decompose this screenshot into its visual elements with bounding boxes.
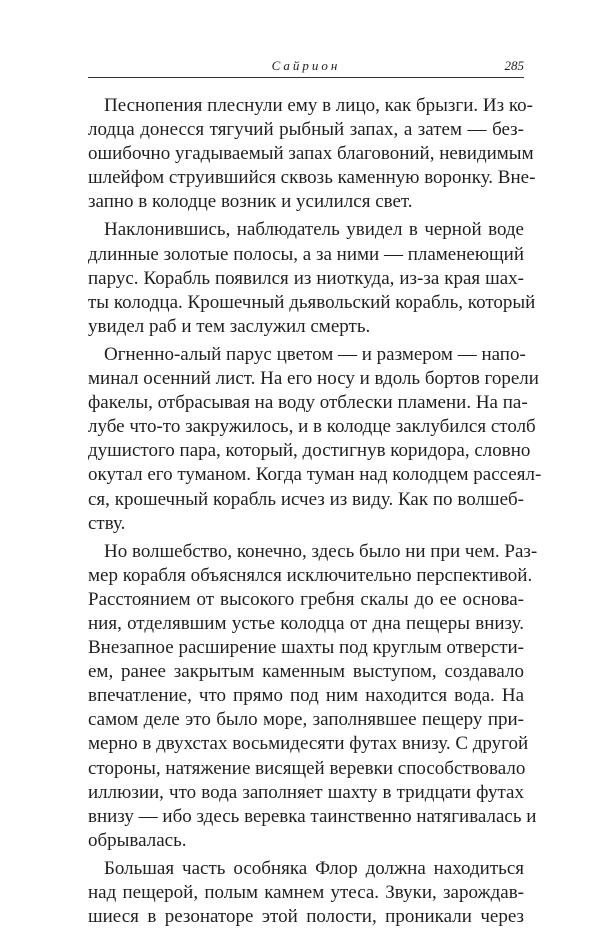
- text-line: длинные золотые полосы, а за ними — пламенеющий: [88, 243, 524, 265]
- header-rule: [88, 77, 524, 78]
- text-line: Огненно-алый парус цветом — и размером — напо-: [104, 343, 526, 365]
- text-line: душистого пара, который, достигнув коридора, словно: [88, 440, 531, 462]
- text-line: Расстоянием от высокого гребня скалы до ее основа-: [88, 588, 524, 610]
- text-line: ния, отделявшим устье колодца от дна пещеры внизу.: [88, 612, 524, 634]
- text-line: увидел раб и тем заслужил смерть.: [88, 315, 371, 337]
- text-line: Большая часть особняка Флор должна находиться: [104, 857, 524, 879]
- text-line: факелы, отбрасывая на воду отблески пламени. На па-: [88, 392, 528, 414]
- text-line: ты колодца. Крошечный дьявольский корабль, который: [88, 291, 536, 313]
- text-line: парус. Корабль появился из ниоткуда, из-за края шах-: [88, 267, 524, 289]
- text-line: лубе что-то закружилось, и в колодце заклубился столб: [88, 416, 536, 438]
- text-line: впечатление, что прямо под ним находится вода. На: [88, 685, 524, 707]
- text-line: мер корабля объяснялся исключительно перспективой.: [88, 564, 533, 586]
- paragraph: [88, 540, 538, 853]
- body-text: [88, 94, 542, 929]
- text-line: Наклонившись, наблюдатель увидел в черной воде: [104, 219, 524, 241]
- page-number: 285: [504, 58, 524, 73]
- text-line: ству.: [88, 512, 126, 534]
- text-line: лодца донесся тягучий рыбный запах, а затем — без-: [88, 119, 524, 141]
- text-line: внизу — ибо здесь веревка таинственно натягивалась и: [88, 805, 537, 827]
- paragraph: [88, 94, 536, 214]
- text-line: Внезапное расширение шахты под круглым отверсти-: [88, 637, 524, 659]
- text-line: Но волшебство, конечно, здесь было ни при чем. Раз-: [104, 540, 538, 562]
- paragraph: [88, 218, 536, 338]
- text-line: шиеся в резонаторе этой полости, проникали через: [88, 906, 524, 928]
- text-line: стороны, натяжение висящей веревки способствовало: [88, 757, 526, 779]
- text-line: Песнопения плеснули ему в лицо, как брызги. Из ко-: [104, 95, 533, 116]
- text-line: ся, крошечный корабль исчез из виду. Как по волшеб-: [88, 488, 524, 510]
- text-line: иллюзии, что вода заполняет шахту в тридцати футах: [88, 781, 524, 803]
- text-line: самом деле это было море, заполнявшее пещеру при-: [88, 709, 524, 731]
- running-header: [88, 58, 524, 76]
- text-line: запно в колодце возник и усилился свет.: [88, 191, 413, 213]
- text-line: шлейфом струившийся сквозь каменную воронку. Вне-: [88, 167, 536, 189]
- text-line: окутал его туманом. Когда туман над колодцем рассеял-: [88, 464, 542, 486]
- text-line: мерно в двухстах восьмидесяти футах внизу. С другой: [88, 733, 529, 755]
- paragraph: [88, 857, 524, 929]
- text-line: над пещерой, полым камнем утеса. Звуки, зарождав-: [88, 882, 524, 903]
- text-line: минал осенний лист. На его носу и вдоль бортов горели: [88, 368, 539, 390]
- running-title: Сайрион: [271, 58, 341, 73]
- text-line: ем, ранее закрытым каменным выступом, создавало: [88, 661, 524, 683]
- text-line: обрывалась.: [88, 829, 187, 851]
- paragraph: [88, 343, 542, 536]
- text-line: ошибочно угадываемый запах благовоний, невидимым: [88, 143, 534, 165]
